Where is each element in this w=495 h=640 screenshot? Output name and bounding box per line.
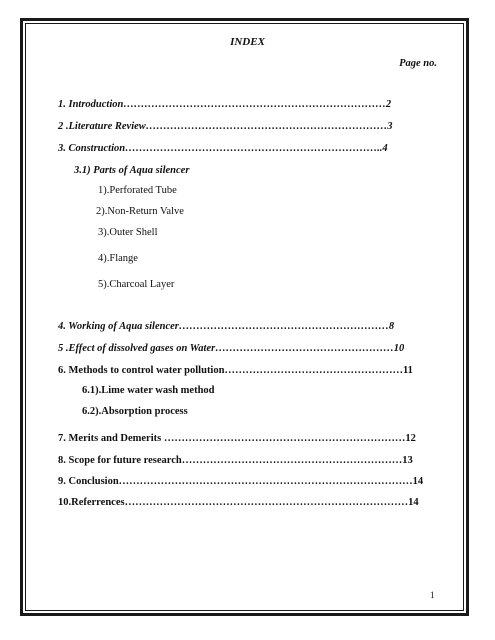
toc-entry-references: 10.Referrences………………………………………………………………………14: [58, 497, 419, 508]
toc-entry-effect-of-gases: 5 .Effect of dissolved gases on Water……………………………………………10: [58, 343, 405, 354]
toc-entry-introduction: 1. Introduction…………………………………………………………………2: [58, 99, 392, 110]
toc-entry-conclusion: 9. Conclusion…………………………………………………………………………14: [58, 476, 424, 487]
footer-page-number: 1: [430, 590, 435, 600]
toc-subitem-non-return-valve: 2).Non-Return Valve: [96, 206, 184, 217]
toc-subitem-flange: 4).Flange: [98, 253, 138, 264]
toc-subitem-outer-shell: 3).Outer Shell: [98, 227, 158, 238]
toc-entry-literature-review: 2 .Literature Review……………………………………………………………3: [58, 121, 393, 132]
toc-subheading-parts: 3.1) Parts of Aqua silencer: [74, 165, 190, 176]
toc-entry-merits: 7. Merits and Demerits ……………………………………………………………12: [58, 433, 416, 444]
toc-entry-scope: 8. Scope for future research………………………………………………………13: [58, 455, 413, 466]
toc-entry-working: 4. Working of Aqua silencer……………………………………………………8: [58, 321, 395, 332]
toc-entry-methods: 6. Methods to control water pollution……………………………………………11: [58, 365, 413, 376]
page-number-header: Page no.: [399, 58, 437, 69]
toc-subitem-perforated-tube: 1).Perforated Tube: [98, 185, 177, 196]
toc-subitem-absorption: 6.2).Absorption process: [82, 406, 188, 417]
toc-entry-construction: 3. Construction………………………………………………………………..4: [58, 143, 388, 154]
index-title: INDEX: [230, 36, 265, 48]
toc-subitem-charcoal-layer: 5).Charcoal Layer: [98, 279, 175, 290]
toc-subitem-lime-water: 6.1).Lime water wash method: [82, 385, 215, 396]
